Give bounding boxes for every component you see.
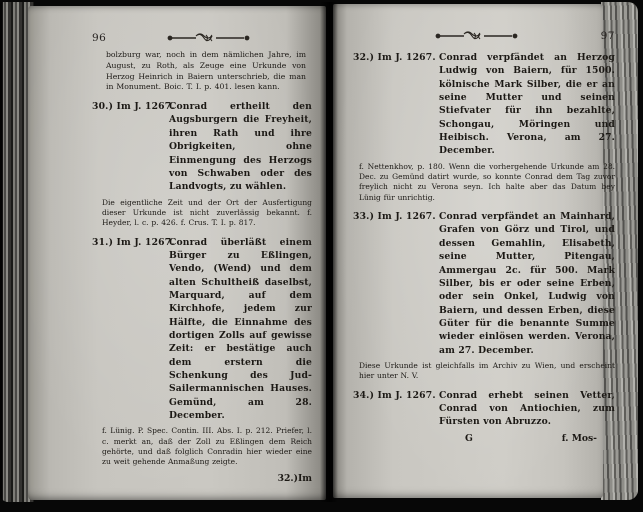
entry-32-footnote: f. Nettenkhov, p. 180. Wenn die vorhergehende Urkunde am 28. Dec. zu Gemünd datirt wurde, so konnte Conrad dem Tag zuvor freylich nicht zu Verona seyn. Ich halte aber das Datum bey Lünig für unrichtig. xyxy=(359,161,615,202)
entry-31 xyxy=(92,236,312,423)
entry-33-footnote: Diese Urkunde ist gleichfalls im Archiv zu Wien, und erscheint hier unter N. V. xyxy=(359,360,615,381)
entry-30-footnote: Die eigentliche Zeit und der Ort der Ausfertigung dieser Urkunde ist nicht zuverlässig bekannt. f. Heyder, l. c. p. 426. f. Crus. T. I. p. 817. xyxy=(102,197,312,228)
entry-30 xyxy=(92,100,312,193)
entry-31-footnote: f. Lünig. P. Spec. Contin. III. Abs. I. p. 212. Priefer, l. c. merkt an, daß der Zoll zu Eßlingen dem Reich gehörte, und daß folglich Conradin hier wieder eine zu weit gehende Anmaßung zeigte. xyxy=(102,426,312,467)
page-number-right: 97 xyxy=(600,30,615,42)
entry-33 xyxy=(353,210,615,357)
entry-34-text: Conrad erhebt seinen Vetter, Conrad von Antiochien, zum Fürsten von Abruzzo. xyxy=(439,389,615,428)
entry-34-number: 34.) Im J. 1267. xyxy=(353,389,436,401)
right-page-header xyxy=(353,28,615,44)
header-flourish-icon xyxy=(106,32,312,44)
quire-signature-mark: G xyxy=(465,432,473,444)
page-number-left: 96 xyxy=(92,32,107,44)
book-gutter-shadow xyxy=(320,2,338,502)
entry-31-number: 31.) Im J. 1267. xyxy=(92,236,175,248)
entry-32-text: Conrad verpfändet an Herzog Ludwig von Baiern, für 1500. kölnische Mark Silber, die er an seine Mutter und seinen Stiefvater für ihn bezahlte, Schongau, Möringen und Heibisch. Verona, am 27. December. xyxy=(439,52,615,157)
right-page-footer xyxy=(353,433,615,447)
left-page-header xyxy=(92,30,312,46)
entry-30-text: Conrad ertheilt den Augsburgern die Freyheit, ihren Rath und ihre Obrigkeiten, ohne Einmengung des Herzogs von Schwaben oder des Landvogts, zu wählen. xyxy=(169,101,312,193)
carryover-paragraph: bolzburg war, noch in dem nämlichen Jahre, im August, zu Roth, als Zeuge eine Urkunde von Herzog Heinrich in Baiern unterschrieb, die man in Monument. Boic. T. I. p. 401. lesen kann. xyxy=(106,50,306,92)
catchword-left: 32.)Im xyxy=(277,472,312,484)
left-page xyxy=(28,6,326,500)
entry-33-number: 33.) Im J. 1267. xyxy=(353,211,436,223)
entry-31-text: Conrad überläßt einem Bürger zu Eßlingen, Vendo, (Wend) und dem alten Schultheiß daselbst, Marquard, auf dem Kirchhofe, jedem zur Hälfte, die Einnahme des dortigen Zolls auf gewisse Zeit: er bestätige auch dem erstern die Schenkung des Jud-Sailermannischen Hauses. Gemünd, am 28. December. xyxy=(169,236,312,422)
entry-30-number: 30.) Im J. 1267. xyxy=(92,101,175,113)
right-page xyxy=(333,4,615,498)
entry-33-text: Conrad verpfändet an Mainhard, Grafen von Görz und Tirol, und dessen Gemahlin, Elisabeth, seine Mutter, Pitengau, Ammergau 2c. für 500. Mark Silber, bis er oder seine Erben, oder sein Onkel, Ludwig von Baiern, und dessen Erben, diese Güter für die benannte Summe wieder einlösen werden. Verona, am 27. December. xyxy=(439,211,615,356)
entry-34 xyxy=(353,389,615,429)
header-flourish-icon xyxy=(353,30,601,42)
entry-32 xyxy=(353,51,615,158)
entry-32-number: 32.) Im J. 1267. xyxy=(353,52,436,63)
catchword-right: f. Mos- xyxy=(561,432,597,444)
